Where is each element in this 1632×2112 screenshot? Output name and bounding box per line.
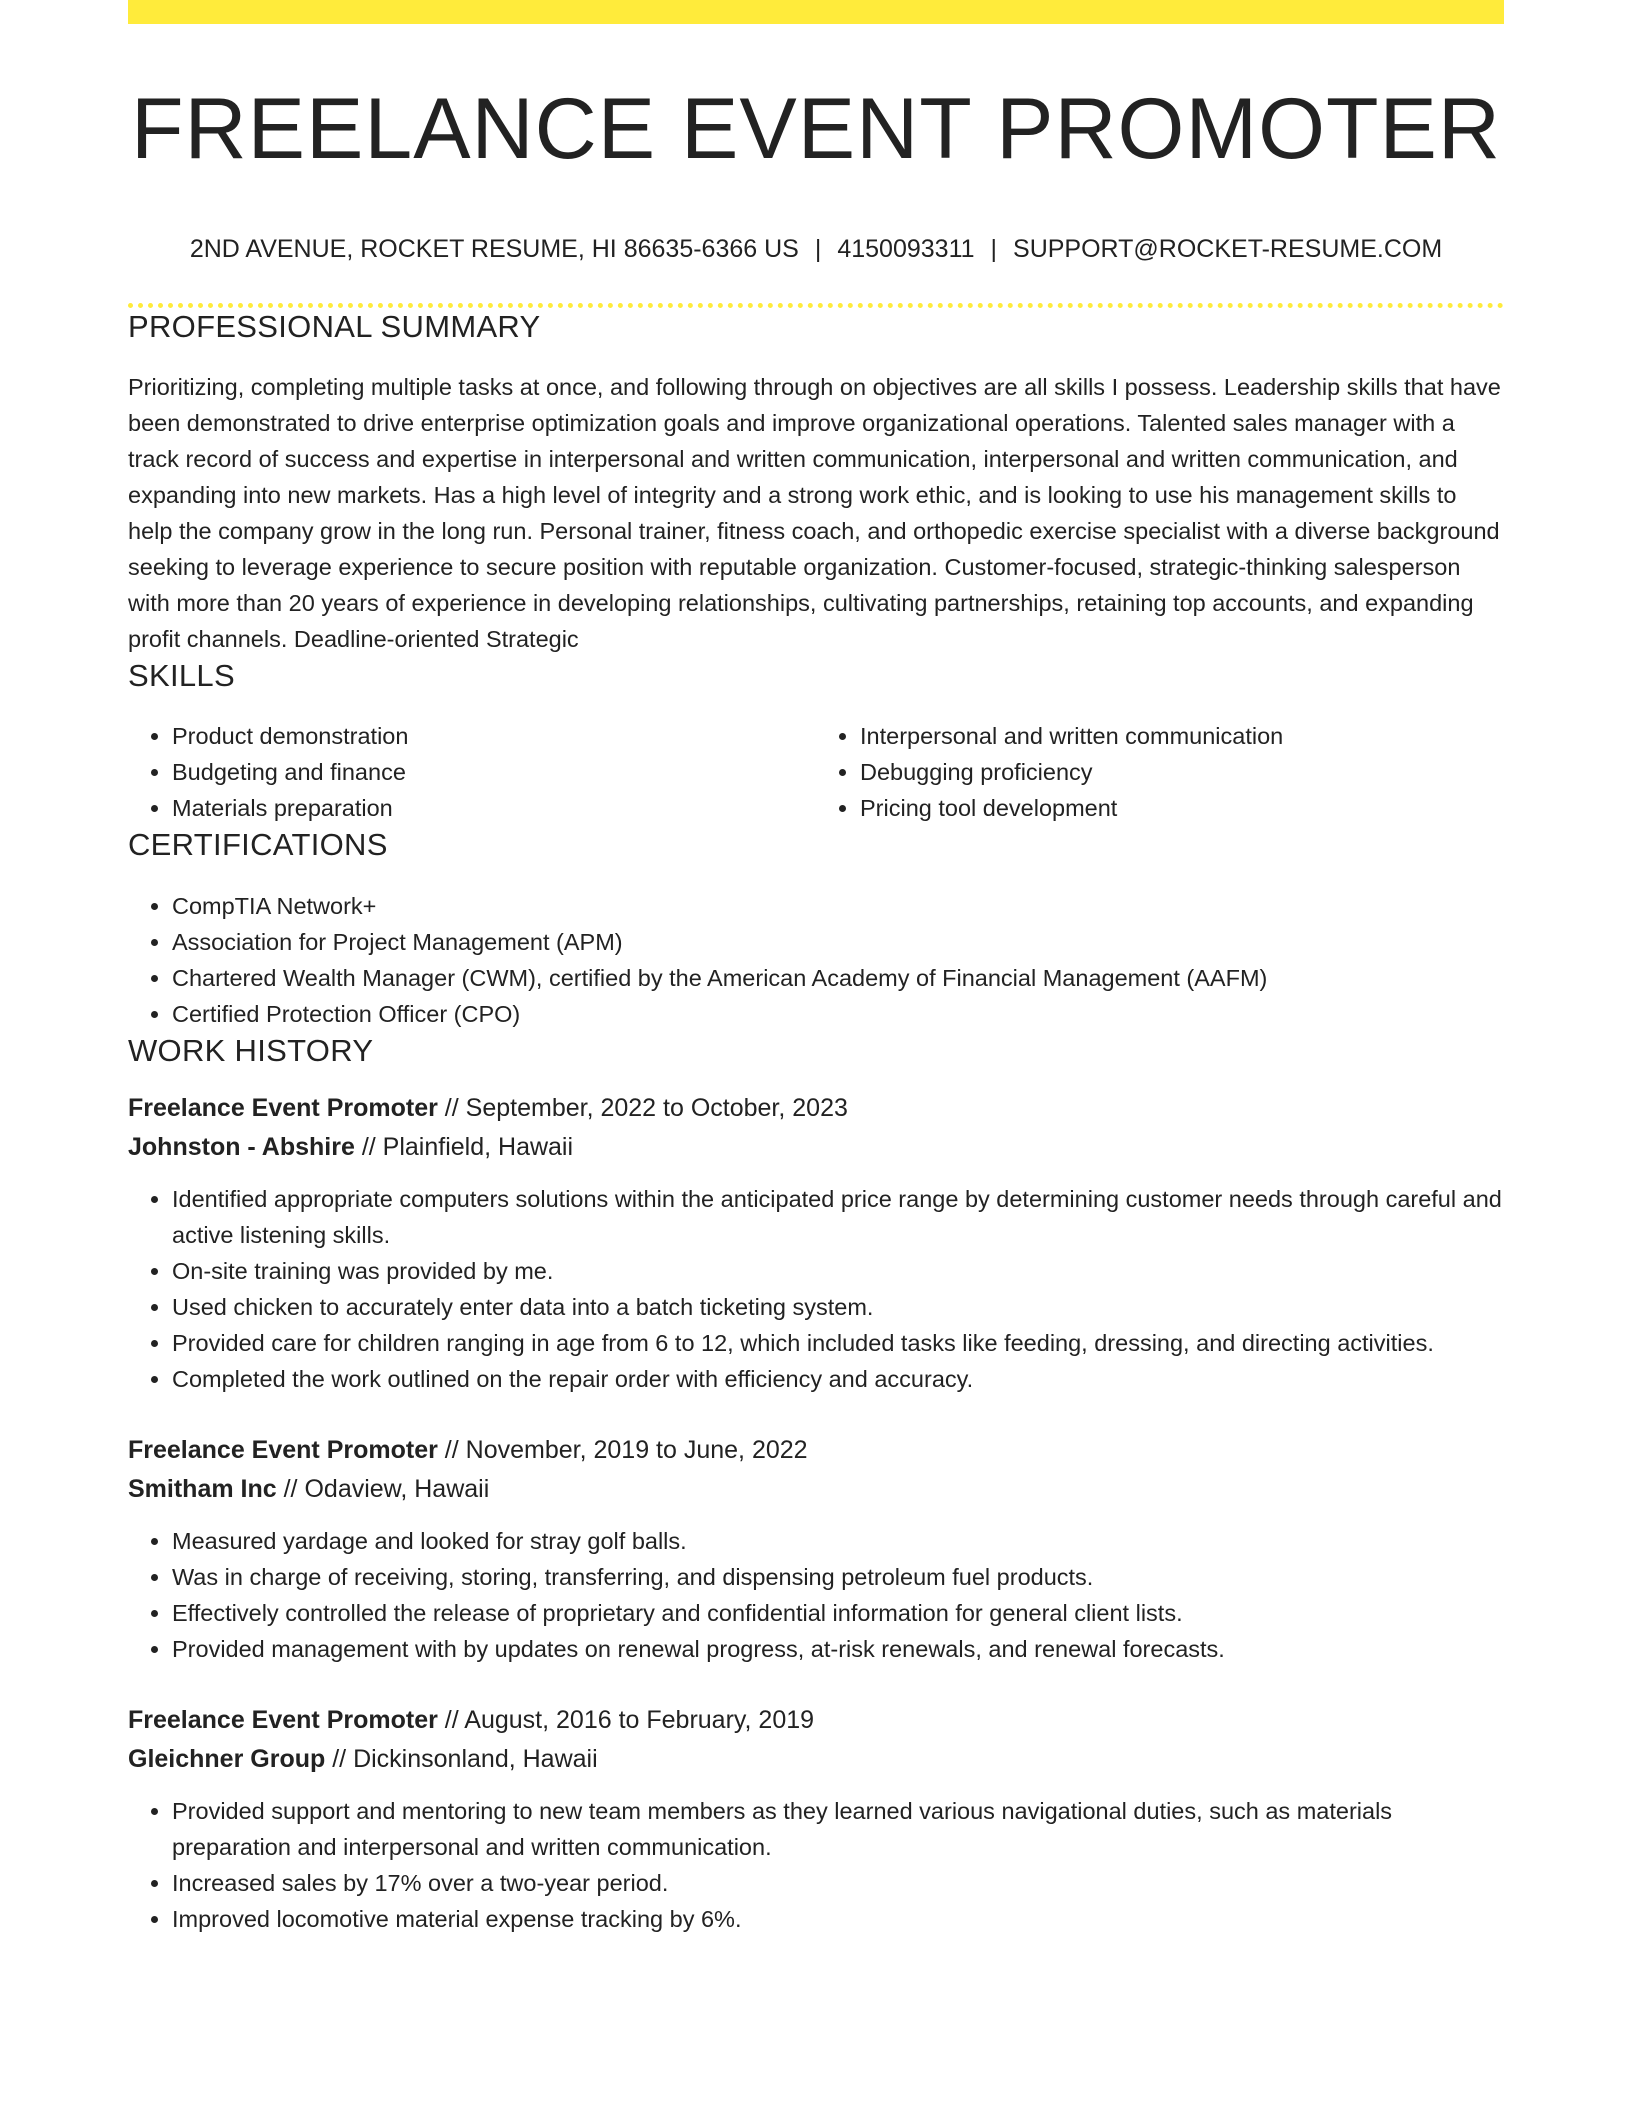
skill-item: • Product demonstration: [172, 718, 816, 754]
job-dates: September, 2022 to October, 2023: [465, 1093, 848, 1122]
job-entry: [128, 1701, 1504, 1937]
job-separator: //: [444, 1705, 459, 1734]
job-dates: November, 2019 to June, 2022: [465, 1435, 808, 1464]
contact-address: 2ND AVENUE, ROCKET RESUME, HI 86635-6366 US: [189, 234, 799, 263]
job-bullet: • Measured yardage and looked for stray golf balls.: [172, 1523, 1504, 1559]
job-company-line: [128, 1128, 1504, 1167]
job-separator: //: [444, 1435, 459, 1464]
skill-item: • Interpersonal and written communication: [860, 718, 1504, 754]
job-separator: //: [444, 1093, 459, 1122]
job-company: Johnston - Abshire: [128, 1132, 355, 1161]
job-entry: [128, 1431, 1504, 1667]
job-bullet: • Effectively controlled the release of proprietary and confidential information for general client lists.: [172, 1595, 1504, 1631]
resume-page: [128, 0, 1504, 1937]
job-company: Smitham Inc: [128, 1474, 277, 1503]
resume-title: FREELANCE EVENT PROMOTER: [131, 81, 1501, 177]
job-separator: //: [283, 1474, 298, 1503]
work-history-heading: WORK HISTORY: [128, 1032, 374, 1068]
contact-email: SUPPORT@ROCKET-RESUME.COM: [1013, 234, 1443, 263]
job-dates: August, 2016 to February, 2019: [464, 1705, 815, 1734]
job-title-line: [128, 1701, 1504, 1740]
certification-item: • Chartered Wealth Manager (CWM), certified by the American Academy of Financial Management (AAFM): [172, 960, 1504, 996]
skills-columns: [128, 718, 1504, 826]
job-bullet: • On-site training was provided by me.: [172, 1253, 1504, 1289]
certification-item: • Certified Protection Officer (CPO): [172, 996, 1504, 1032]
job-bullet: • Improved locomotive material expense tracking by 6%.: [172, 1901, 1504, 1937]
skills-right-list: [816, 718, 1504, 826]
job-entry: [128, 1089, 1504, 1397]
job-title: Freelance Event Promoter: [128, 1093, 438, 1122]
job-company-line: [128, 1740, 1504, 1779]
job-bullets: [128, 1523, 1504, 1667]
job-location: Dickinsonland, Hawaii: [353, 1744, 598, 1773]
job-company-line: [128, 1470, 1504, 1509]
job-company: Gleichner Group: [128, 1744, 326, 1773]
job-title-line: [128, 1431, 1504, 1470]
skills-heading: SKILLS: [128, 658, 235, 694]
contact-separator: |: [814, 234, 822, 263]
job-location: Plainfield, Hawaii: [382, 1132, 574, 1161]
job-title: Freelance Event Promoter: [128, 1435, 438, 1464]
skill-item: • Debugging proficiency: [860, 754, 1504, 790]
job-bullet: • Identified appropriate computers solutions within the anticipated price range by determining customer needs through careful and active listening skills.: [172, 1181, 1504, 1253]
skills-left-list: [128, 718, 816, 826]
job-bullet: • Provided care for children ranging in age from 6 to 12, which included tasks like feeding, dressing, and directing activities.: [172, 1325, 1504, 1361]
job-title-line: [128, 1089, 1504, 1128]
contact-separator: |: [990, 234, 998, 263]
skill-item: • Budgeting and finance: [172, 754, 816, 790]
certification-item: • Association for Project Management (APM): [172, 924, 1504, 960]
job-bullets: [128, 1793, 1504, 1937]
job-location: Odaview, Hawaii: [304, 1474, 490, 1503]
job-bullet: • Used chicken to accurately enter data into a batch ticketing system.: [172, 1289, 1504, 1325]
summary-heading: PROFESSIONAL SUMMARY: [128, 309, 541, 345]
job-title: Freelance Event Promoter: [128, 1705, 438, 1734]
certifications-heading: CERTIFICATIONS: [128, 827, 388, 863]
job-bullet: • Was in charge of receiving, storing, transferring, and dispensing petroleum fuel products.: [172, 1559, 1504, 1595]
accent-top-bar: [128, 0, 1504, 24]
job-bullet: • Completed the work outlined on the repair order with efficiency and accuracy.: [172, 1361, 1504, 1397]
job-separator: //: [332, 1744, 347, 1773]
job-bullet: • Provided support and mentoring to new team members as they learned various navigational duties, such as materials preparation and interpersonal and written communication.: [172, 1793, 1504, 1865]
summary-text: Prioritizing, completing multiple tasks at once, and following through on objectives are all skills I possess. Leadership skills that have been demonstrated to drive enterprise optimization goals and improve organizational operations. Talented sales manager with a track record of success and expertise in interpersonal and written communication, interpersonal and written communication, and expanding into new markets. Has a high level of integrity and a strong work ethic, and is looking to use his management skills to help the company grow in the long run. Personal trainer, fitness coach, and orthopedic exercise specialist with a diverse background seeking to leverage experience to secure position with reputable organization. Customer-focused, strategic-thinking salesperson with more than 20 years of experience in developing relationships, cultivating partnerships, retaining top accounts, and expanding profit channels. Deadline-oriented Strategic: [128, 374, 1501, 653]
contact-line: [128, 233, 1504, 266]
certification-item: • CompTIA Network+: [172, 888, 1504, 924]
skill-item: • Materials preparation: [172, 790, 816, 826]
skill-item: • Pricing tool development: [860, 790, 1504, 826]
job-bullet: • Increased sales by 17% over a two-year period.: [172, 1865, 1504, 1901]
job-bullet: • Provided management with by updates on renewal progress, at-risk renewals, and renewal forecasts.: [172, 1631, 1504, 1667]
contact-phone: 4150093311: [837, 234, 975, 263]
certifications-list: [128, 888, 1504, 1032]
job-separator: //: [361, 1132, 376, 1161]
job-bullets: [128, 1181, 1504, 1397]
